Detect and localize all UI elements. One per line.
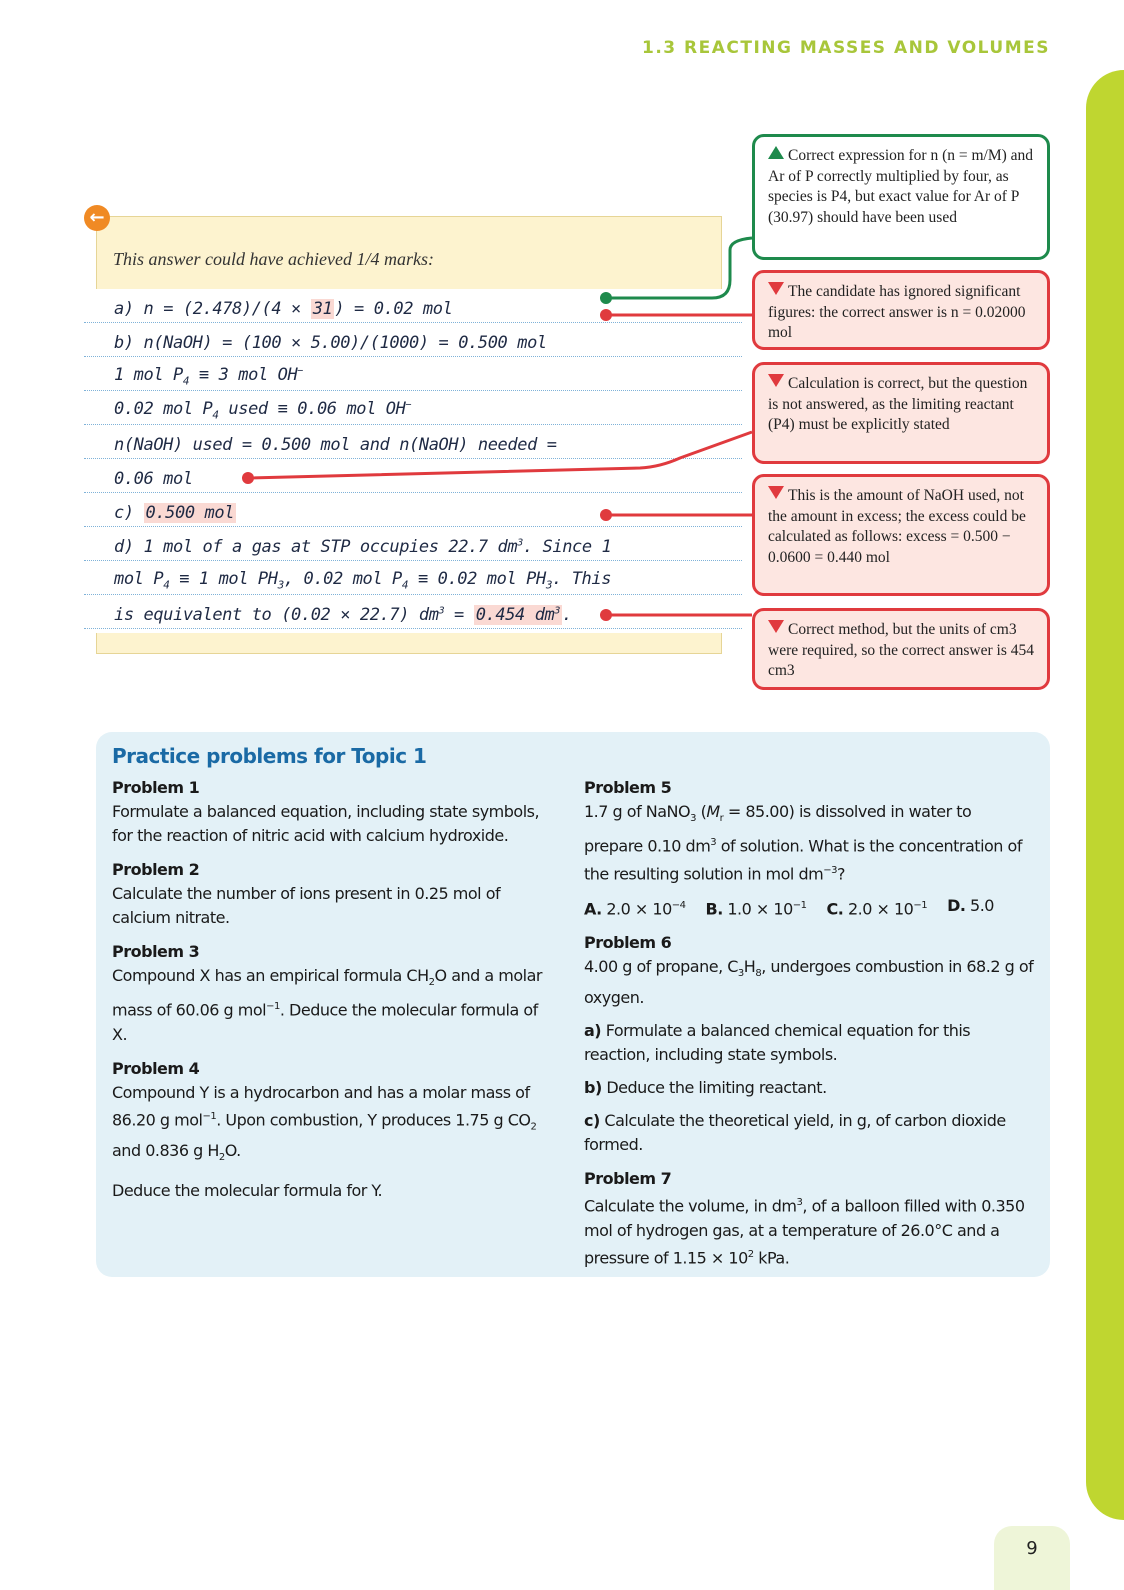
answer-line: 0.06 mol — [84, 459, 742, 493]
problem-text: Deduce the molecular formula for Y. — [112, 1181, 383, 1201]
answer-line: 0.02 mol $P_4$ used ≡ 0.06 mol OH− — [84, 391, 742, 425]
comment-significant-figures — [752, 270, 1050, 350]
triangle-up-icon — [768, 146, 784, 159]
section-title: 1.3 REACTING MASSES AND VOLUMES — [642, 38, 1050, 58]
comment-units — [752, 608, 1050, 690]
student-answer — [84, 289, 742, 633]
answer-line: 1 mol $P_4 \equiv 3$ mol OH− — [84, 357, 742, 391]
page-number: 9 — [994, 1526, 1070, 1590]
problem-text: 4.00 g of propane, $C_3H_8$, undergoes combustion in 68.2 g of oxygen. — [584, 957, 1034, 1008]
back-arrow-icon[interactable]: ← — [84, 205, 110, 231]
triangle-down-icon — [768, 486, 784, 499]
triangle-down-icon — [768, 282, 784, 295]
practice-problems-panel — [96, 732, 1050, 1277]
comment-text: This is the amount of NaOH used, not the amount in excess; the excess could be calculated as follows: excess = 0.500 − 0.0600 = 0.440 mol — [768, 487, 1026, 566]
triangle-down-icon — [768, 620, 784, 633]
problem-heading: Problem 4 — [112, 1058, 200, 1078]
answer-line: b) n(NaOH) = (100 × 5.00)/(1000) = 0.500 mol — [84, 323, 742, 357]
problem-text: Formulate a balanced equation, including state symbols, for the reaction of nitric acid with calcium hydroxide. — [112, 802, 540, 845]
comment-text: Correct expression for n (n = m/M) and Ar of P correctly multiplied by four, as species is P4, but exact value for Ar of P (30.97) should have been used — [768, 147, 1034, 226]
problem-text: Compound Y is a hydrocarbon and has a molar mass of 86.20 g mol$^{-1}$. Upon combustion, Y produces 1.75 g $CO_2$ and 0.836 g $H_2O$. — [112, 1082, 537, 1164]
answer-line: is equivalent to (0.02 × 22.7) $dm^3 = 0.454$ $dm^3$ . — [84, 595, 742, 629]
problem-part: b) Deduce the limiting reactant. — [584, 1078, 827, 1098]
practice-column-left — [112, 776, 552, 1203]
side-accent-bar — [1086, 70, 1124, 1520]
problem-text: Calculate the number of ions present in 0.25 mol of calcium nitrate. — [112, 884, 501, 927]
answer-line: n(NaOH) used = 0.500 mol and n(NaOH) needed = — [84, 425, 742, 459]
comment-limiting-reactant — [752, 362, 1050, 464]
problem-heading: Problem 3 — [112, 942, 200, 961]
problem-heading: Problem 2 — [112, 860, 200, 879]
comment-correct-expression — [752, 134, 1050, 260]
comment-naoh-excess — [752, 474, 1050, 596]
problem-part: c) Calculate the theoretical yield, in g, of carbon dioxide formed. — [584, 1111, 1006, 1155]
answer-line: d) 1 mol of a gas at STP occupies 22.7 $dm^3$. Since 1 — [84, 527, 742, 561]
problem-heading: Problem 6 — [584, 933, 672, 953]
comment-text: Calculation is correct, but the question is not answered, as the limiting reactant (P4) must be explicitly stated — [768, 375, 1028, 433]
option-c[interactable]: C. $2.0 \times 10^{-1}$ — [826, 899, 928, 919]
answer-line: a) n = (2.478)/(4 × 31 ) = 0.02 mol — [84, 289, 742, 323]
problem-heading: Problem 5 — [584, 778, 672, 797]
comment-text: The candidate has ignored significant figures: the correct answer is n = 0.02000 mol — [768, 283, 1026, 341]
answer-line: c) 0.500 mol — [84, 493, 742, 527]
problem-heading: Problem 1 — [112, 778, 200, 797]
problem-part: a) Formulate a balanced chemical equation for this reaction, including state symbols. — [584, 1021, 971, 1065]
practice-column-right — [584, 776, 1034, 1272]
option-d[interactable]: D. 5.0 — [947, 895, 994, 915]
problem-text: 1.7 g of NaNO$_3$ $(M_r = 85.00)$ is dissolved in water to prepare 0.10 $dm^3$ of solution. What is the concentration of the resulting solution in mol $dm^{-3}$? — [584, 802, 1022, 883]
option-b[interactable]: B. $1.0 \times 10^{-1}$ — [705, 899, 807, 919]
triangle-down-icon — [768, 374, 784, 387]
option-a[interactable]: A. $2.0 \times 10^{-4}$ — [584, 899, 686, 919]
answer-options — [584, 894, 1034, 921]
problem-text: Calculate the volume, in $dm^3$, of a balloon filled with 0.350 mol of hydrogen gas, at a temperature of 26.0°C and a pressure of $1.15 \times 10^2$ kPa. — [584, 1196, 1025, 1268]
problem-heading: Problem 7 — [584, 1169, 672, 1189]
comment-text: Correct method, but the units of cm3 were required, so the correct answer is 454 cm3 — [768, 621, 1034, 679]
answer-line: mol $P_4 \equiv 1$ mol $PH_3$, 0.02 mol $P_4 \equiv 0.02$ mol $PH_3$. This — [84, 561, 742, 595]
practice-title: Practice problems for Topic 1 — [112, 744, 427, 768]
problem-text: Compound X has an empirical formula $CH_2O$ and a molar mass of 60.06 g mol$^{-1}$. Deduce the molecular formula of X. — [112, 966, 542, 1044]
answer-intro: This answer could have achieved 1/4 marks: — [113, 249, 434, 269]
